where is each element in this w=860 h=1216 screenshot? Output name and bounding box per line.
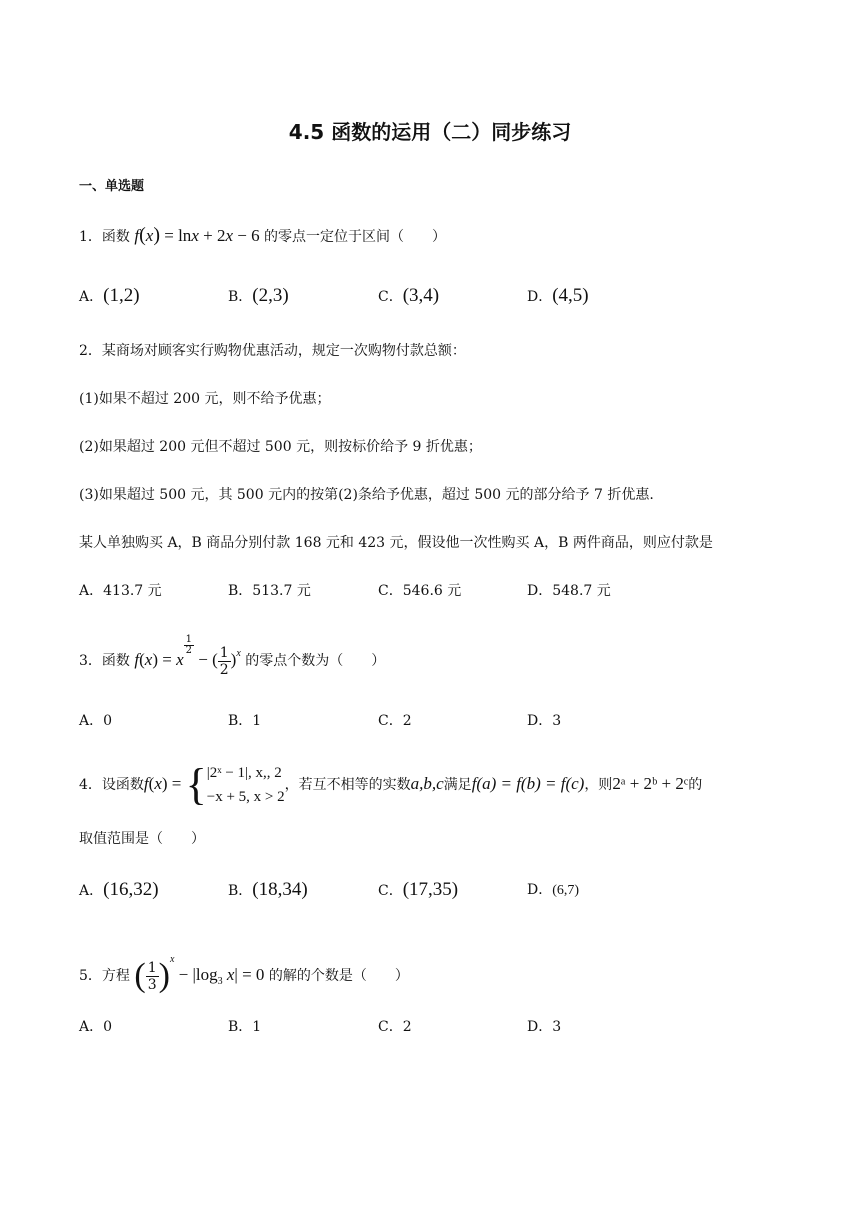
- q1-number: 1．函数: [79, 229, 130, 245]
- q2-option-d[interactable]: D．548.7 元: [527, 583, 611, 599]
- page-title: 4.5 函数的运用（二）同步练习: [288, 120, 572, 144]
- q1-text: 的零点一定位于区间（ ）: [264, 229, 447, 245]
- q5-option-b[interactable]: B．1: [228, 1019, 262, 1035]
- q2-option-b[interactable]: B．513.7 元: [228, 583, 311, 599]
- q2-option-a[interactable]: A．413.7 元: [79, 583, 162, 599]
- q3-option-d[interactable]: D．3: [527, 713, 562, 729]
- q1-option-c[interactable]: C．(3,4): [378, 285, 440, 306]
- q4-line-2: 取值范围是（ ）: [79, 831, 205, 847]
- q2-option-c[interactable]: C．546.6 元: [378, 583, 462, 599]
- q4-piecewise: |2ˣ − 1|, x,, 2 −x + 5, x > 2: [206, 765, 285, 805]
- q1-option-b[interactable]: B．(2,3): [228, 285, 289, 306]
- q1-math: f: [134, 226, 140, 245]
- q5-option-a[interactable]: A．0: [79, 1019, 113, 1035]
- q4-number: 4．设函数: [79, 777, 144, 793]
- q5-text: 的解的个数是（ ）: [268, 968, 409, 984]
- q2-rule-1: (1)如果不超过 200 元，则不给予优惠；: [79, 391, 331, 407]
- q3-text: 的零点个数为（ ）: [245, 653, 386, 669]
- question-1: 1．函数 f(x) = lnx + 2x − 6 的零点一定位于区间（ ）: [79, 224, 447, 246]
- q3-option-c[interactable]: C．2: [378, 713, 412, 729]
- q4-option-a[interactable]: A．(16,32): [79, 879, 159, 900]
- q5-option-d[interactable]: D．3: [527, 1019, 562, 1035]
- q1-option-a[interactable]: A．(1,2): [79, 285, 140, 306]
- question-4: 4．设函数f(x) = { |2ˣ − 1|, x,, 2 −x + 5, x > 2 ，若互不相等的实数a,b,c满足f(a) = f(b) = f(c)，则2ᵃ + 2ᵇ + 2ᶜ的: [79, 760, 703, 809]
- question-3: [79, 632, 385, 683]
- q3-number: 3．函数: [79, 653, 130, 669]
- q2-stem: 2．某商场对顾客实行购物优惠活动，规定一次购物付款总额：: [79, 343, 466, 359]
- q5-number: 5．方程: [79, 968, 130, 984]
- q3-option-a[interactable]: A．0: [79, 713, 113, 729]
- q2-rule-2: (2)如果超过 200 元但不超过 500 元，则按标价给予 9 折优惠；: [79, 439, 482, 455]
- q4-option-c[interactable]: C．(17,35): [378, 879, 459, 900]
- q2-question: 某人单独购买 A，B 商品分别付款 168 元和 423 元，假设他一次性购买 A，B 两件商品，则应付款是: [79, 535, 713, 551]
- question-5: [79, 936, 409, 1006]
- q4-option-b[interactable]: B．(18,34): [228, 879, 308, 900]
- q1-option-d[interactable]: D．(4,5): [527, 285, 589, 306]
- q5-option-c[interactable]: C．2: [378, 1019, 412, 1035]
- q3-option-b[interactable]: B．1: [228, 713, 262, 729]
- section-heading: 一、单选题: [79, 179, 145, 194]
- q4-option-d[interactable]: D．(6,7): [527, 882, 580, 898]
- q2-rule-3: (3)如果超过 500 元，其 500 元内的按第(2)条给予优惠，超过 500 元的部分给予 7 折优惠.: [79, 487, 654, 503]
- q5-math: ( $\frac{1}{3}$ )$^x - |\log_3$ x| = 0: [134, 954, 265, 994]
- q3-math: f(x) = x $\frac{1}{2}$ − ( $\frac{1}{2}$ )$^x$: [134, 634, 241, 678]
